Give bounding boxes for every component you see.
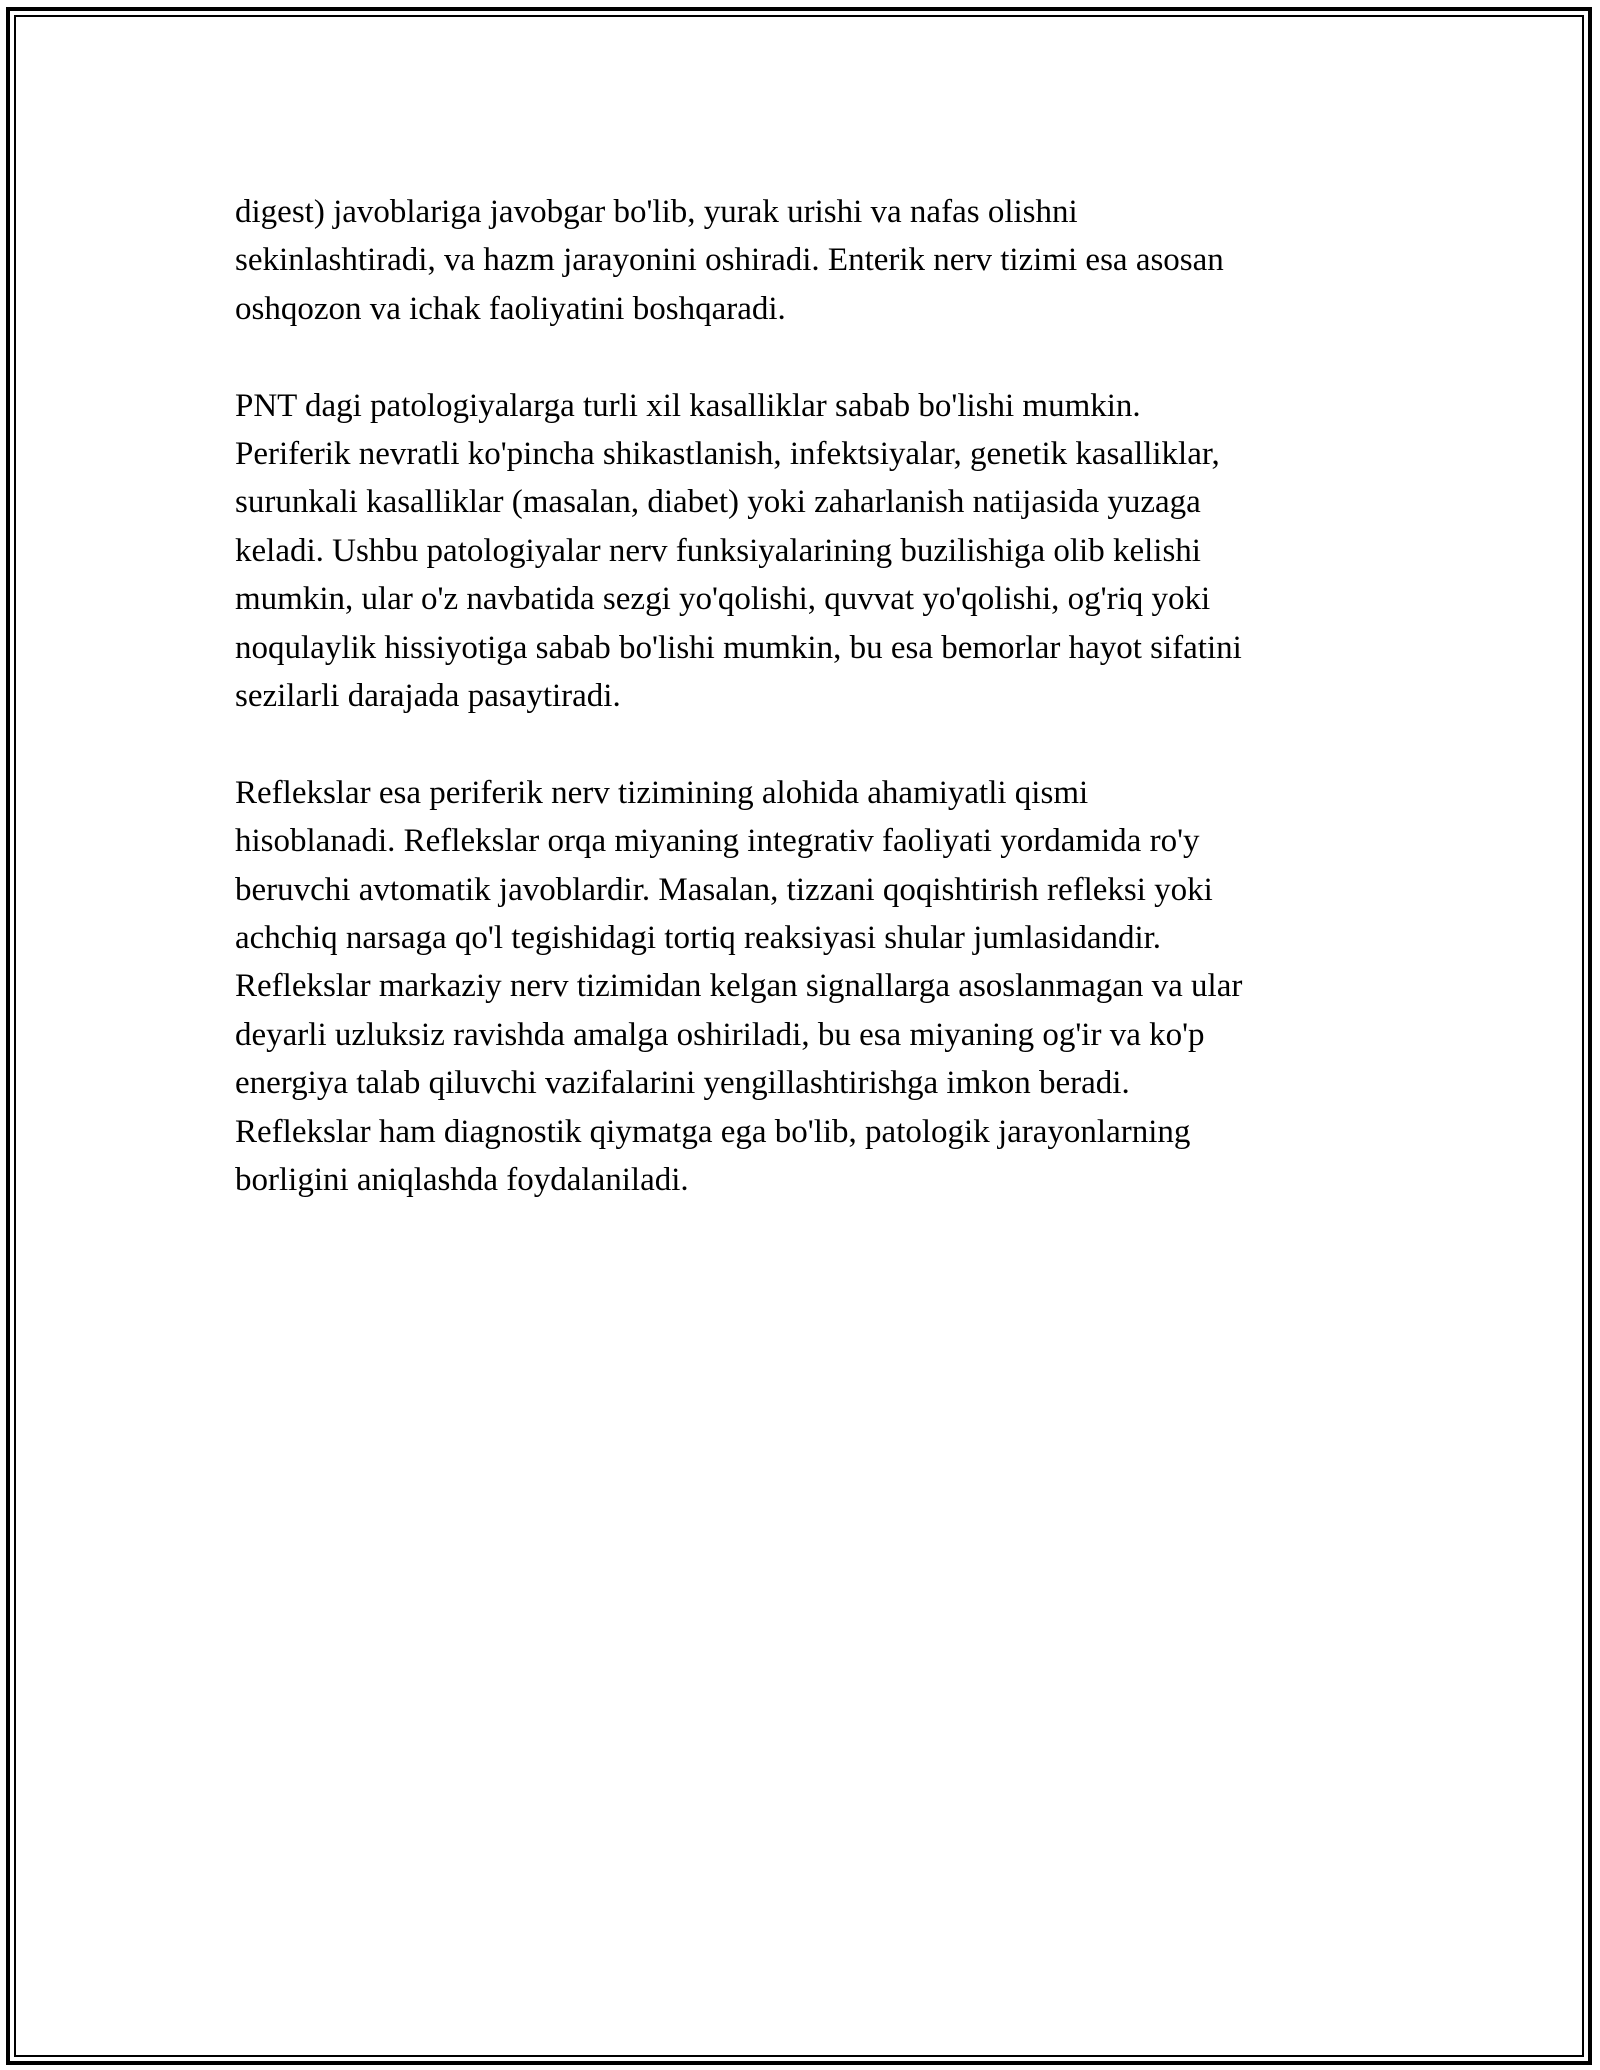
paragraph-reflexes: Reflekslar esa periferik nerv tizimining alohida ahamiyatli qismi hisoblanadi. Reflekslar orqa miyaning integrativ faoliyati yordamida ro'y beruvchi avtomatik javoblardir. Masalan, tizzani qoqishtirish refleksi yoki achchiq narsaga qo'l tegishidagi tortiq reaksiyasi shular jumlasidandir. Reflekslar markaziy nerv tizimidan kelgan signallarga asoslanmagan va ular deyarli uzluksiz ravishda amalga oshiriladi, bu esa miyaning og'ir va ko'p energiya talab qiluvchi vazifalarini yengillashtirishga imkon beradi. Reflekslar ham diagnostik qiymatga ega bo'lib, patologik jarayonlarning borligini aniqlashda foydalaniladi. [235,774,1243,1199]
paragraph-pnt-pathologies: PNT dagi patologiyalarga turli xil kasalliklar sabab bo'lishi mumkin. Periferik nevratli ko'pincha shikastlanish, infektsiyalar, genetik kasalliklar, surunkali kasalliklar (masalan, diabet) yoki zaharlanish natijasida yuzaga keladi. Ushbu patologiyalar nerv funksiyalarining buzilishiga olib kelishi mumkin, ular o'z navbatida sezgi yo'qolishi, quvvat yo'qolishi, og'riq yoki noqulaylik hissiyotiga sabab bo'lishi mumkin, bu esa bemorlar hayot sifatini sezilarli darajada pasaytiradi. [235,387,1242,715]
document-body [235,188,1375,1253]
paragraph-digest: digest) javoblariga javobgar bo'lib, yurak urishi va nafas olishni sekinlashtiradi, va hazm jarayonini oshiradi. Enterik nerv tizimi esa asosan oshqozon va ichak faoliyatini boshqaradi. [235,194,1224,327]
